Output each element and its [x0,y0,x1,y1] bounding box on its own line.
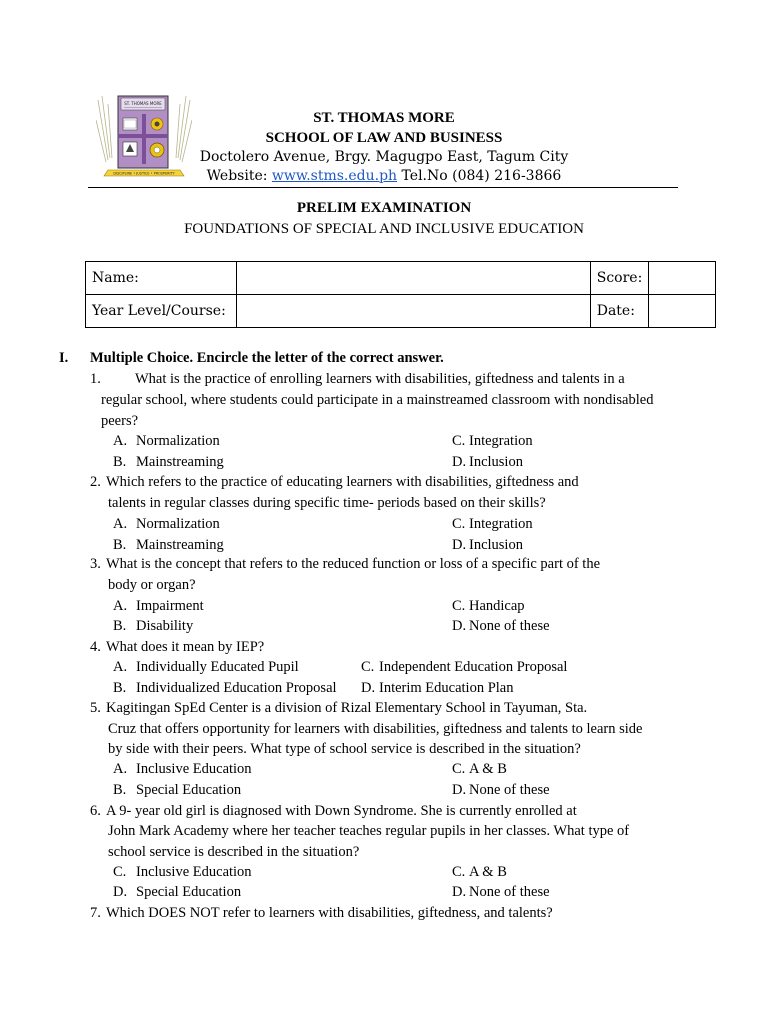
school-name-line-2: SCHOOL OF LAW AND BUSINESS [265,130,503,146]
question-4-choice-text: Individualized Education Proposal [136,680,337,696]
question-2-choice-letter[interactable]: C. [452,516,466,532]
question-5-number: 5. [90,700,101,716]
question-4-choice-text: Independent Education Proposal [379,659,568,675]
question-2-choice-letter[interactable]: B. [113,537,127,553]
question-6-choice-letter[interactable]: C. [113,864,127,880]
year-level-label: Year Level/Course: [86,295,237,328]
question-1-choice-text: Mainstreaming [136,454,224,470]
score-label: Score: [590,262,649,295]
info-row-name [86,262,716,295]
question-2-number: 2. [90,474,101,490]
question-6-choice-letter[interactable]: D. [113,884,128,900]
school-address: Doctolero Avenue, Brgy. Magugpo East, Tagum City [199,149,569,165]
question-4-choice-letter[interactable]: B. [113,680,127,696]
section-instruction: Multiple Choice. Encircle the letter of the correct answer. [90,350,444,366]
school-heading [195,108,573,186]
question-6-choice-text: A & B [469,864,507,880]
question-5-choice-text: None of these [469,782,550,798]
question-5-choice-text: A & B [469,761,507,777]
question-2-choice-text: Integration [469,516,533,532]
website-link[interactable]: www.stms.edu.ph [271,168,398,184]
question-4-choice-letter[interactable]: A. [113,659,128,675]
question-6-text-line-3: school service is described in the situation? [108,844,360,860]
question-1-choice-text: Integration [469,433,533,449]
section-roman-numeral: I. [59,350,69,366]
website-label: Website: [206,168,268,184]
date-field[interactable] [649,295,716,328]
school-logo [96,90,192,182]
question-1-text-line-2: regular school, where students could participate in a mainstreamed classroom with nondisabled [101,392,654,408]
question-5-text-line-2: Cruz that offers opportunity for learners with disabilities, giftedness and talents to learn side [108,721,643,737]
question-3-choice-text: Disability [136,618,194,634]
year-level-field[interactable] [236,295,590,328]
question-1-choice-letter[interactable]: C. [452,433,466,449]
question-1-text-line-3: peers? [101,413,139,429]
question-4-choice-text: Interim Education Plan [379,680,514,696]
question-5-choice-letter[interactable]: D. [452,782,467,798]
info-row-year [86,295,716,328]
question-1-choice-letter[interactable]: B. [113,454,127,470]
question-5-choice-text: Special Education [136,782,242,798]
question-3-choice-text: Handicap [469,598,525,614]
question-3-text-line-1: What is the concept that refers to the reduced function or loss of a specific part of the [106,556,601,572]
question-6-choice-letter[interactable]: D. [452,884,467,900]
question-2-text-line-1: Which refers to the practice of educating learners with disabilities, giftedness and [106,474,579,490]
date-label: Date: [590,295,649,328]
question-5-choice-text: Inclusive Education [136,761,252,777]
question-1-choice-text: Inclusion [469,454,523,470]
question-3-choice-letter[interactable]: C. [452,598,466,614]
question-5-choice-letter[interactable]: B. [113,782,127,798]
question-4-text-line-1: What does it mean by IEP? [106,639,265,655]
question-2-choice-text: Normalization [136,516,220,532]
name-label: Name: [86,262,237,295]
exam-title: PRELIM EXAMINATION [296,200,472,216]
question-4-choice-letter[interactable]: C. [361,659,375,675]
question-3-text-line-2: body or organ? [108,577,196,593]
question-3-choice-letter[interactable]: A. [113,598,128,614]
question-1-choice-text: Normalization [136,433,220,449]
question-6-choice-text: Inclusive Education [136,864,252,880]
question-4-number: 4. [90,639,101,655]
exam-subject: FOUNDATIONS OF SPECIAL AND INCLUSIVE EDUCATION [184,221,584,237]
question-3-choice-text: Impairment [136,598,204,614]
question-2-choice-letter[interactable]: D. [452,537,467,553]
question-2-choice-text: Inclusion [469,537,523,553]
score-field[interactable] [649,262,716,295]
question-6-choice-text: None of these [469,884,550,900]
question-1-number: 1. [90,371,101,387]
question-5-choice-letter[interactable]: C. [452,761,466,777]
question-5-text-line-3: by side with their peers. What type of school service is described in the situation? [108,741,581,757]
question-3-choice-letter[interactable]: D. [452,618,467,634]
question-1-choice-letter[interactable]: D. [452,454,467,470]
question-6-number: 6. [90,803,101,819]
logo-banner-text: ST. THOMAS MORE [124,101,162,106]
question-5-choice-letter[interactable]: A. [113,761,128,777]
header-divider [88,187,678,188]
phone-number: Tel.No (084) 216-3866 [401,168,562,184]
question-1-text-line-1: What is the practice of enrolling learners with disabilities, giftedness and talents in a [135,371,625,387]
school-contact [195,167,573,186]
question-2-choice-letter[interactable]: A. [113,516,128,532]
question-4-choice-text: Individually Educated Pupil [136,659,299,675]
question-6-text-line-2: John Mark Academy where her teacher teaches regular pupils in her classes. What type of [108,823,630,839]
question-3-number: 3. [90,556,101,572]
school-name-line-1: ST. THOMAS MORE [313,110,455,126]
question-4-choice-letter[interactable]: D. [361,680,376,696]
question-1-choice-letter[interactable]: A. [113,433,128,449]
question-3-choice-letter[interactable]: B. [113,618,127,634]
logo-ribbon-text: DISCIPLINE • JUSTICE • PROSPERITY [113,171,175,176]
question-6-text-line-1: A 9- year old girl is diagnosed with Down Syndrome. She is currently enrolled at [106,803,577,819]
question-7-number: 7. [90,905,101,921]
question-7-text-line-1: Which DOES NOT refer to learners with disabilities, giftedness, and talents? [106,905,553,921]
question-6-choice-text: Special Education [136,884,242,900]
question-6-choice-letter[interactable]: C. [452,864,466,880]
name-field[interactable] [236,262,590,295]
question-2-text-line-2: talents in regular classes during specific time- periods based on their skills? [108,495,546,511]
exam-heading [0,198,768,240]
student-info-table [85,261,716,328]
question-2-choice-text: Mainstreaming [136,537,224,553]
question-5-text-line-1: Kagitingan SpEd Center is a division of Rizal Elementary School in Tayuman, Sta. [106,700,588,716]
question-3-choice-text: None of these [469,618,550,634]
